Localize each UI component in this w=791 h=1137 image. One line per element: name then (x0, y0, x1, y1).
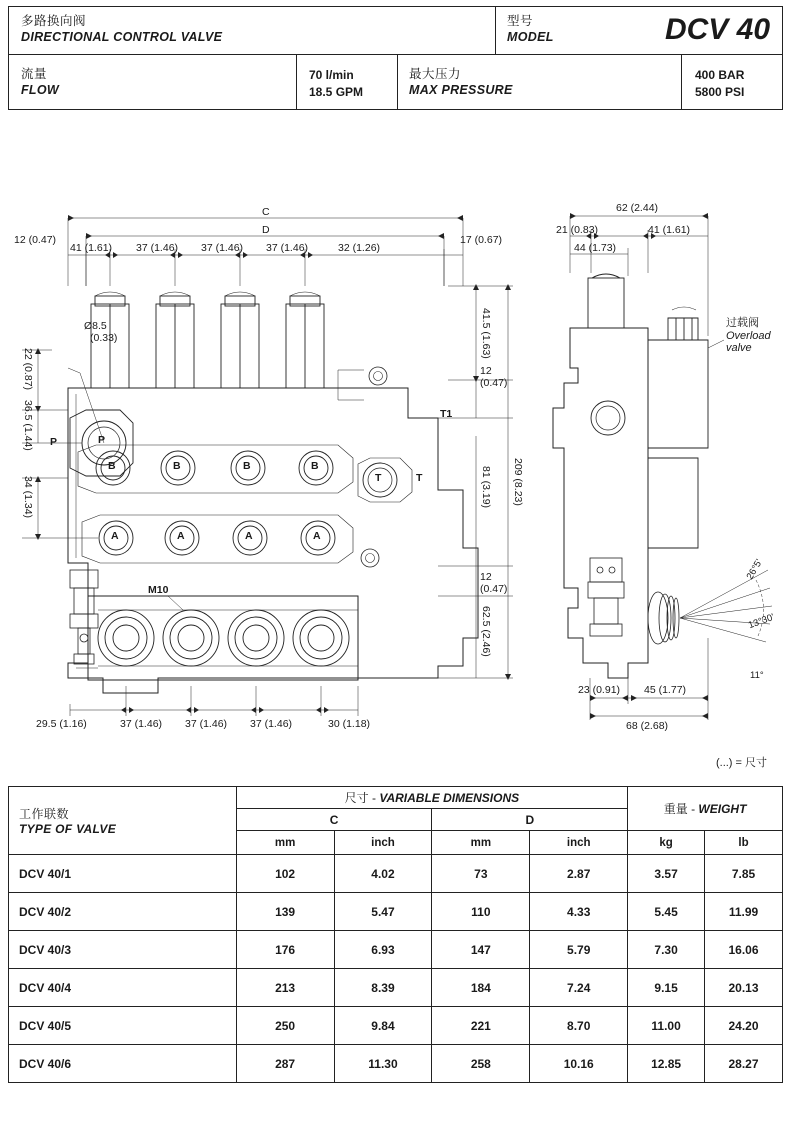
cell-weight-lb: 11.99 (705, 893, 783, 931)
variable-dimensions-header-en: VARIABLE DIMENSIONS (379, 791, 520, 805)
cell-c-mm: 250 (236, 1007, 334, 1045)
flow-value-gpm: 18.5 GPM (309, 85, 364, 100)
valve-title (21, 14, 222, 45)
table-row (9, 1007, 783, 1045)
cell-c-inch: 6.93 (334, 931, 432, 969)
dim-top-left-edge: 12 (0.47) (14, 234, 57, 246)
cell-weight-lb: 20.13 (705, 969, 783, 1007)
row-type-label: DCV 40/6 (9, 1045, 237, 1083)
table-row (9, 855, 783, 893)
dim-spacing-41: 41 (1.61) (70, 242, 113, 254)
dim-right-41-5: 41.5 (1.63) (480, 308, 492, 359)
cell-d-mm: 221 (432, 1007, 530, 1045)
variable-dimensions-table (8, 786, 783, 1083)
cell-d-inch: 8.70 (530, 1007, 628, 1045)
cell-c-mm: 287 (236, 1045, 334, 1083)
table-row (9, 931, 783, 969)
port-label-t-outer: T (416, 472, 423, 484)
port-label-t1: T1 (440, 408, 453, 420)
type-of-valve-header-zh: 工作联数 (19, 807, 70, 821)
cell-weight-kg: 3.57 (628, 855, 705, 893)
unit-weight-kg: kg (628, 831, 705, 855)
row-type-label: DCV 40/3 (9, 931, 237, 969)
cell-weight-lb: 16.06 (705, 931, 783, 969)
cell-c-inch: 5.47 (334, 893, 432, 931)
flow-label-en: FLOW (21, 82, 59, 97)
cell-d-mm: 147 (432, 931, 530, 969)
column-d-header: D (432, 809, 628, 831)
angle-13-30: 13°30' (746, 611, 776, 632)
port-label-a1: A (111, 530, 119, 542)
cell-c-mm: 176 (236, 931, 334, 969)
dim-left-34: 34 (1.34) (22, 476, 34, 519)
model-label (507, 14, 554, 45)
dim-spacing-37a: 37 (1.46) (136, 242, 179, 254)
hole-diameter-inch: (0.33) (90, 332, 118, 344)
cell-c-mm: 213 (236, 969, 334, 1007)
pressure-value-bar: 400 BAR (695, 68, 745, 82)
unit-d-inch: inch (530, 831, 628, 855)
row-type-label: DCV 40/4 (9, 969, 237, 1007)
dim-top-right-edge: 17 (0.67) (460, 234, 503, 246)
model-label-en: MODEL (507, 29, 554, 44)
cell-c-inch: 4.02 (334, 855, 432, 893)
cell-d-inch: 2.87 (530, 855, 628, 893)
cell-c-mm: 102 (236, 855, 334, 893)
header-row-title (9, 7, 782, 55)
dim-left-22: 22 (0.87) (22, 348, 34, 391)
overload-valve-label-zh: 过载阀 (726, 317, 759, 329)
row-type-label: DCV 40/1 (9, 855, 237, 893)
weight-header: 重量 - WEIGHT (628, 787, 783, 831)
unit-d-mm: mm (432, 831, 530, 855)
divider (495, 7, 496, 54)
technical-drawing (8, 118, 783, 778)
dim-left-36-5: 36.5 (1.44) (22, 400, 34, 451)
dim-side-44: 44 (1.73) (574, 242, 617, 254)
cell-d-mm: 258 (432, 1045, 530, 1083)
divider (397, 55, 398, 109)
dim-bottom-37b: 37 (1.46) (185, 718, 228, 730)
dim-side-21: 21 (0.83) (556, 224, 599, 236)
dim-side-62: 62 (2.44) (616, 202, 659, 214)
port-label-a2: A (177, 530, 185, 542)
dim-side-23: 23 (0.91) (578, 684, 621, 696)
unit-c-inch: inch (334, 831, 432, 855)
dim-d-label: D (262, 224, 270, 236)
pressure-label (409, 67, 513, 98)
cell-weight-kg: 12.85 (628, 1045, 705, 1083)
model-value: DCV 40 (664, 13, 770, 46)
port-label-b1: B (108, 460, 116, 472)
flow-values (309, 67, 363, 102)
dim-right-12b: 12 (0.47) (480, 571, 508, 595)
variable-dimensions-header-zh: 尺寸 (344, 791, 369, 805)
cell-c-mm: 139 (236, 893, 334, 931)
dim-side-41: 41 (1.61) (648, 224, 691, 236)
column-c-header: C (236, 809, 432, 831)
cell-weight-kg: 5.45 (628, 893, 705, 931)
cell-weight-kg: 9.15 (628, 969, 705, 1007)
weight-header-zh: 重量 (663, 802, 688, 816)
table-row (9, 893, 783, 931)
cell-weight-lb: 24.20 (705, 1007, 783, 1045)
dim-bottom-29-5: 29.5 (1.16) (36, 718, 87, 730)
cell-d-mm: 73 (432, 855, 530, 893)
cell-d-inch: 7.24 (530, 969, 628, 1007)
hole-diameter-label: Ø8.5 (84, 320, 107, 332)
pressure-label-zh: 最大压力 (409, 67, 462, 81)
row-type-label: DCV 40/5 (9, 1007, 237, 1045)
overload-valve-label-en: Overload valve (726, 330, 771, 354)
port-label-b3: B (243, 460, 251, 472)
cell-c-inch: 11.30 (334, 1045, 432, 1083)
divider (296, 55, 297, 109)
divider (681, 55, 682, 109)
dim-c-label: C (262, 206, 270, 218)
cell-d-inch: 5.79 (530, 931, 628, 969)
valve-title-zh: 多路换向阀 (21, 14, 87, 28)
drawing-svg (8, 118, 783, 778)
port-label-p: P (98, 434, 106, 446)
table-header-row-1 (9, 787, 783, 809)
valve-title-en: DIRECTIONAL CONTROL VALVE (21, 29, 223, 44)
cell-d-mm: 184 (432, 969, 530, 1007)
port-label-p-outer: P (50, 436, 58, 448)
variable-dimensions-header: 尺寸 - VARIABLE DIMENSIONS (236, 787, 627, 809)
port-label-a4: A (313, 530, 321, 542)
cell-d-mm: 110 (432, 893, 530, 931)
table-row (9, 969, 783, 1007)
dim-bottom-37c: 37 (1.46) (250, 718, 293, 730)
dim-spacing-32: 32 (1.26) (338, 242, 381, 254)
dim-spacing-37c: 37 (1.46) (266, 242, 309, 254)
unit-weight-lb: lb (705, 831, 783, 855)
port-label-b4: B (311, 460, 319, 472)
cell-d-inch: 10.16 (530, 1045, 628, 1083)
dim-spacing-37b: 37 (1.46) (201, 242, 244, 254)
angle-26-5: 26°5' (744, 557, 765, 582)
dim-side-45: 45 (1.77) (644, 684, 687, 696)
cell-c-inch: 9.84 (334, 1007, 432, 1045)
type-of-valve-header (9, 787, 237, 855)
dim-bottom-37a: 37 (1.46) (120, 718, 163, 730)
dim-right-81: 81 (3.19) (480, 466, 492, 509)
row-type-label: DCV 40/2 (9, 893, 237, 931)
cell-d-inch: 4.33 (530, 893, 628, 931)
cell-weight-kg: 7.30 (628, 931, 705, 969)
dim-right-62-5: 62.5 (2.46) (480, 606, 492, 657)
dim-side-68: 68 (2.68) (626, 720, 669, 732)
port-label-a3: A (245, 530, 253, 542)
dim-bottom-30: 30 (1.18) (328, 718, 371, 730)
flow-label (21, 67, 59, 98)
dim-right-209: 209 (8.23) (512, 458, 524, 506)
cell-weight-lb: 7.85 (705, 855, 783, 893)
thread-label-m10: M10 (148, 584, 169, 596)
table-row (9, 1045, 783, 1083)
cell-c-inch: 8.39 (334, 969, 432, 1007)
header-block (8, 6, 783, 110)
port-label-t: T (375, 472, 382, 484)
cell-weight-lb: 28.27 (705, 1045, 783, 1083)
header-row-specs (9, 55, 782, 109)
model-label-zh: 型号 (507, 14, 534, 28)
pressure-value-psi: 5800 PSI (695, 85, 745, 100)
flow-label-zh: 流量 (21, 67, 48, 81)
type-of-valve-header-en: TYPE OF VALVE (19, 822, 117, 836)
angle-11: 11° (750, 670, 764, 681)
dim-right-12a: 12 (0.47) (480, 365, 508, 389)
pressure-label-en: MAX PRESSURE (409, 82, 513, 97)
cell-weight-kg: 11.00 (628, 1007, 705, 1045)
pressure-values (695, 67, 744, 102)
port-label-b2: B (173, 460, 181, 472)
unit-c-mm: mm (236, 831, 334, 855)
dimension-unit-note: (...) = 尺寸 (715, 757, 767, 769)
flow-value-lpm: 70 l/min (309, 68, 354, 82)
weight-header-en: WEIGHT (698, 802, 747, 816)
